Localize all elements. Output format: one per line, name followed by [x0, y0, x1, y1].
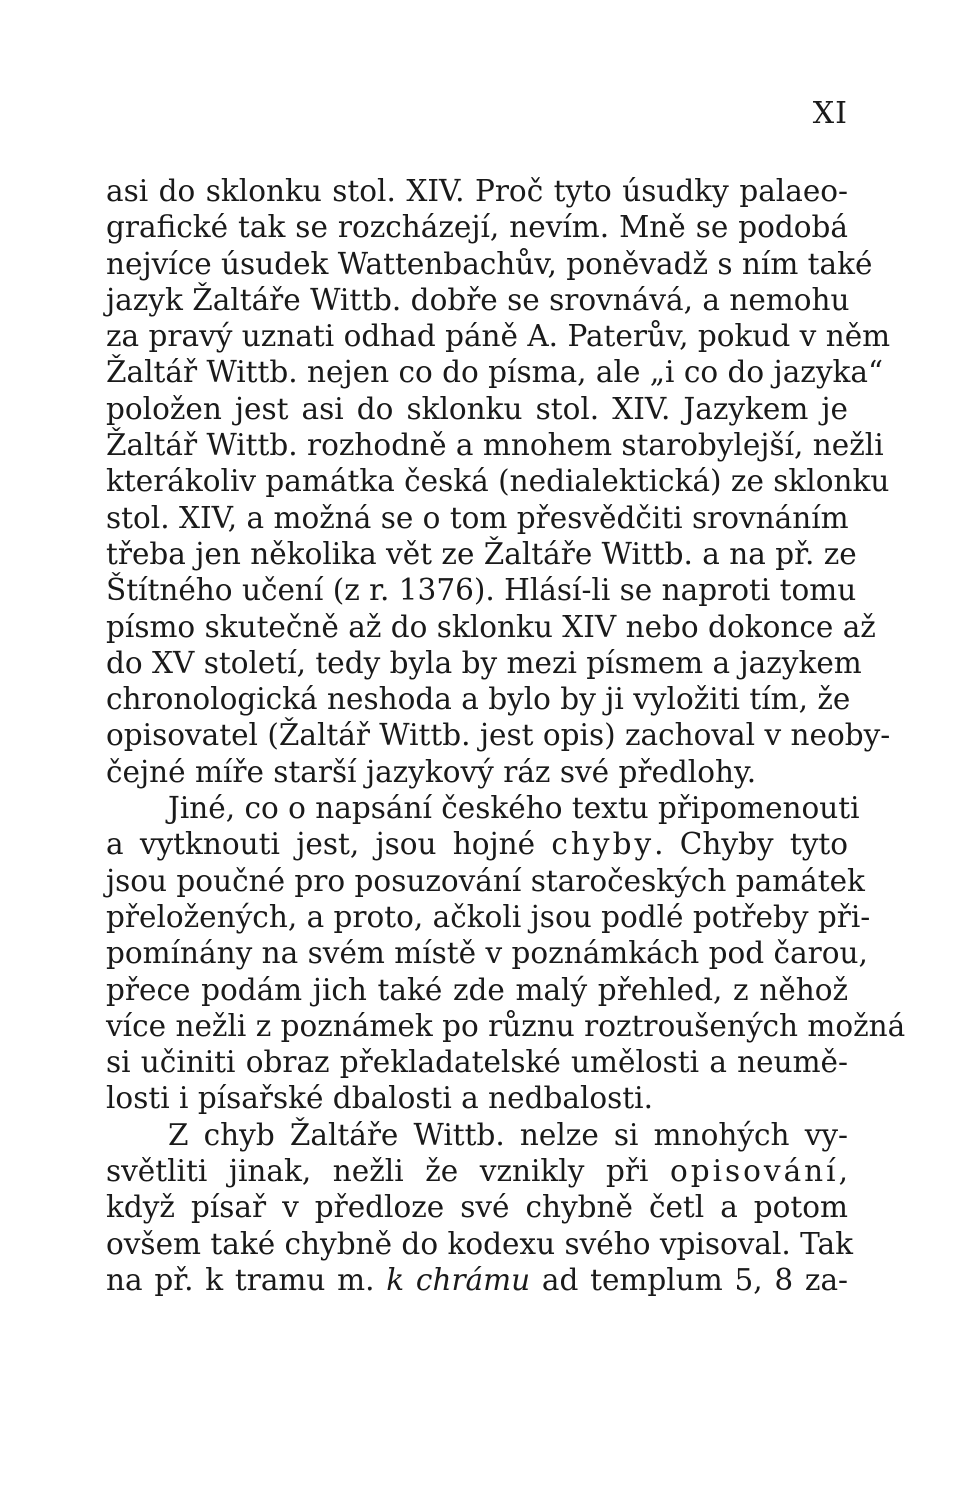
text-segment: ad templum 5, 8 za-	[530, 1262, 848, 1297]
text-line	[106, 1262, 848, 1298]
page-number: XI	[812, 96, 848, 131]
text-line: stol. XIV, a možná se o tom přesvědčiti srovnáním	[106, 500, 849, 535]
text-line: přeložených, a proto, ačkoli jsou podlé potřeby při-	[106, 899, 871, 934]
text-line: třeba jen několika vět ze Žaltáře Wittb. a na př. ze	[106, 536, 857, 571]
text-line	[106, 1153, 848, 1189]
text-line: asi do sklonku stol. XIV. Proč tyto úsudky palaeo-	[106, 174, 848, 208]
text-line: za pravý uznati odhad páně A. Paterův, pokud v něm	[106, 319, 891, 354]
text-line: Žaltář Wittb. rozhodně a mnohem starobylejší, nežli	[106, 428, 884, 463]
text-segment: ,	[838, 1154, 848, 1189]
text-line: když písař v předloze své chybně četl a potom	[106, 1190, 848, 1225]
paragraph-end-line: losti i písařské dbalosti a nedbalosti.	[106, 1081, 653, 1116]
text-line: ovšem také chybně do kodexu svého vpisoval. Tak	[106, 1226, 854, 1261]
emphasized-word: chyby	[551, 827, 655, 862]
paragraph-end-line: čejné míře starší jazykový ráz své předlohy.	[106, 754, 757, 789]
text-line: nejvíce úsudek Wattenbachův, poněvadž s ním také	[106, 246, 873, 281]
text-line: jazyk Žaltáře Wittb. dobře se srovnává, a nemohu	[106, 282, 850, 317]
text-line: Žaltář Wittb. nejen co do písma, ale „i co do jazyka“	[106, 355, 884, 390]
text-line: opisovatel (Žaltář Wittb. jest opis) zachoval v neoby-	[106, 718, 891, 753]
text-line: položen jest asi do sklonku stol. XIV. Jazykem je	[106, 391, 848, 426]
text-line	[106, 826, 848, 862]
text-line: si učiniti obraz překladatelské umělosti a neumě-	[106, 1045, 848, 1080]
text-line: do XV století, tedy byla by mezi písmem a jazykem	[106, 645, 862, 680]
body-text	[106, 173, 906, 1298]
text-line: kterákoliv památka česká (nedialektická) ze sklonku	[106, 464, 890, 499]
text-segment: a vytknouti jest, jsou hojné	[106, 827, 552, 862]
text-line: jsou poučné pro posuzování staročeských památek	[106, 863, 865, 898]
text-line: pomínány na svém místě v poznámkách pod čarou,	[106, 936, 868, 971]
text-line: chronologická neshoda a bylo by ji vyložiti tím, že	[106, 682, 851, 717]
paragraph-start-line: Jiné, co o napsání českého textu připomenouti	[168, 791, 860, 826]
text-line: více nežli z poznámek po různu roztroušených možná	[106, 1008, 906, 1043]
italic-phrase: k chrámu	[386, 1262, 531, 1297]
text-line: písmo skutečně až do sklonku XIV nebo dokonce až	[106, 609, 876, 644]
emphasized-word: opisování	[669, 1154, 839, 1189]
text-segment: na př. k tramu m.	[106, 1262, 387, 1297]
text-segment: . Chyby tyto	[654, 827, 848, 862]
text-line: grafické tak se rozcházejí, nevím. Mně se podobá	[106, 210, 848, 245]
paragraph-start-line: Z chyb Žaltáře Wittb. nelze si mnohých vy-	[168, 1117, 848, 1152]
text-line: Štítného učení (z r. 1376). Hlásí-li se naproti tomu	[106, 573, 857, 608]
text-line: přece podám jich také zde malý přehled, z něhož	[106, 972, 848, 1007]
text-segment: světliti jinak, nežli že vznikly při	[106, 1154, 670, 1189]
